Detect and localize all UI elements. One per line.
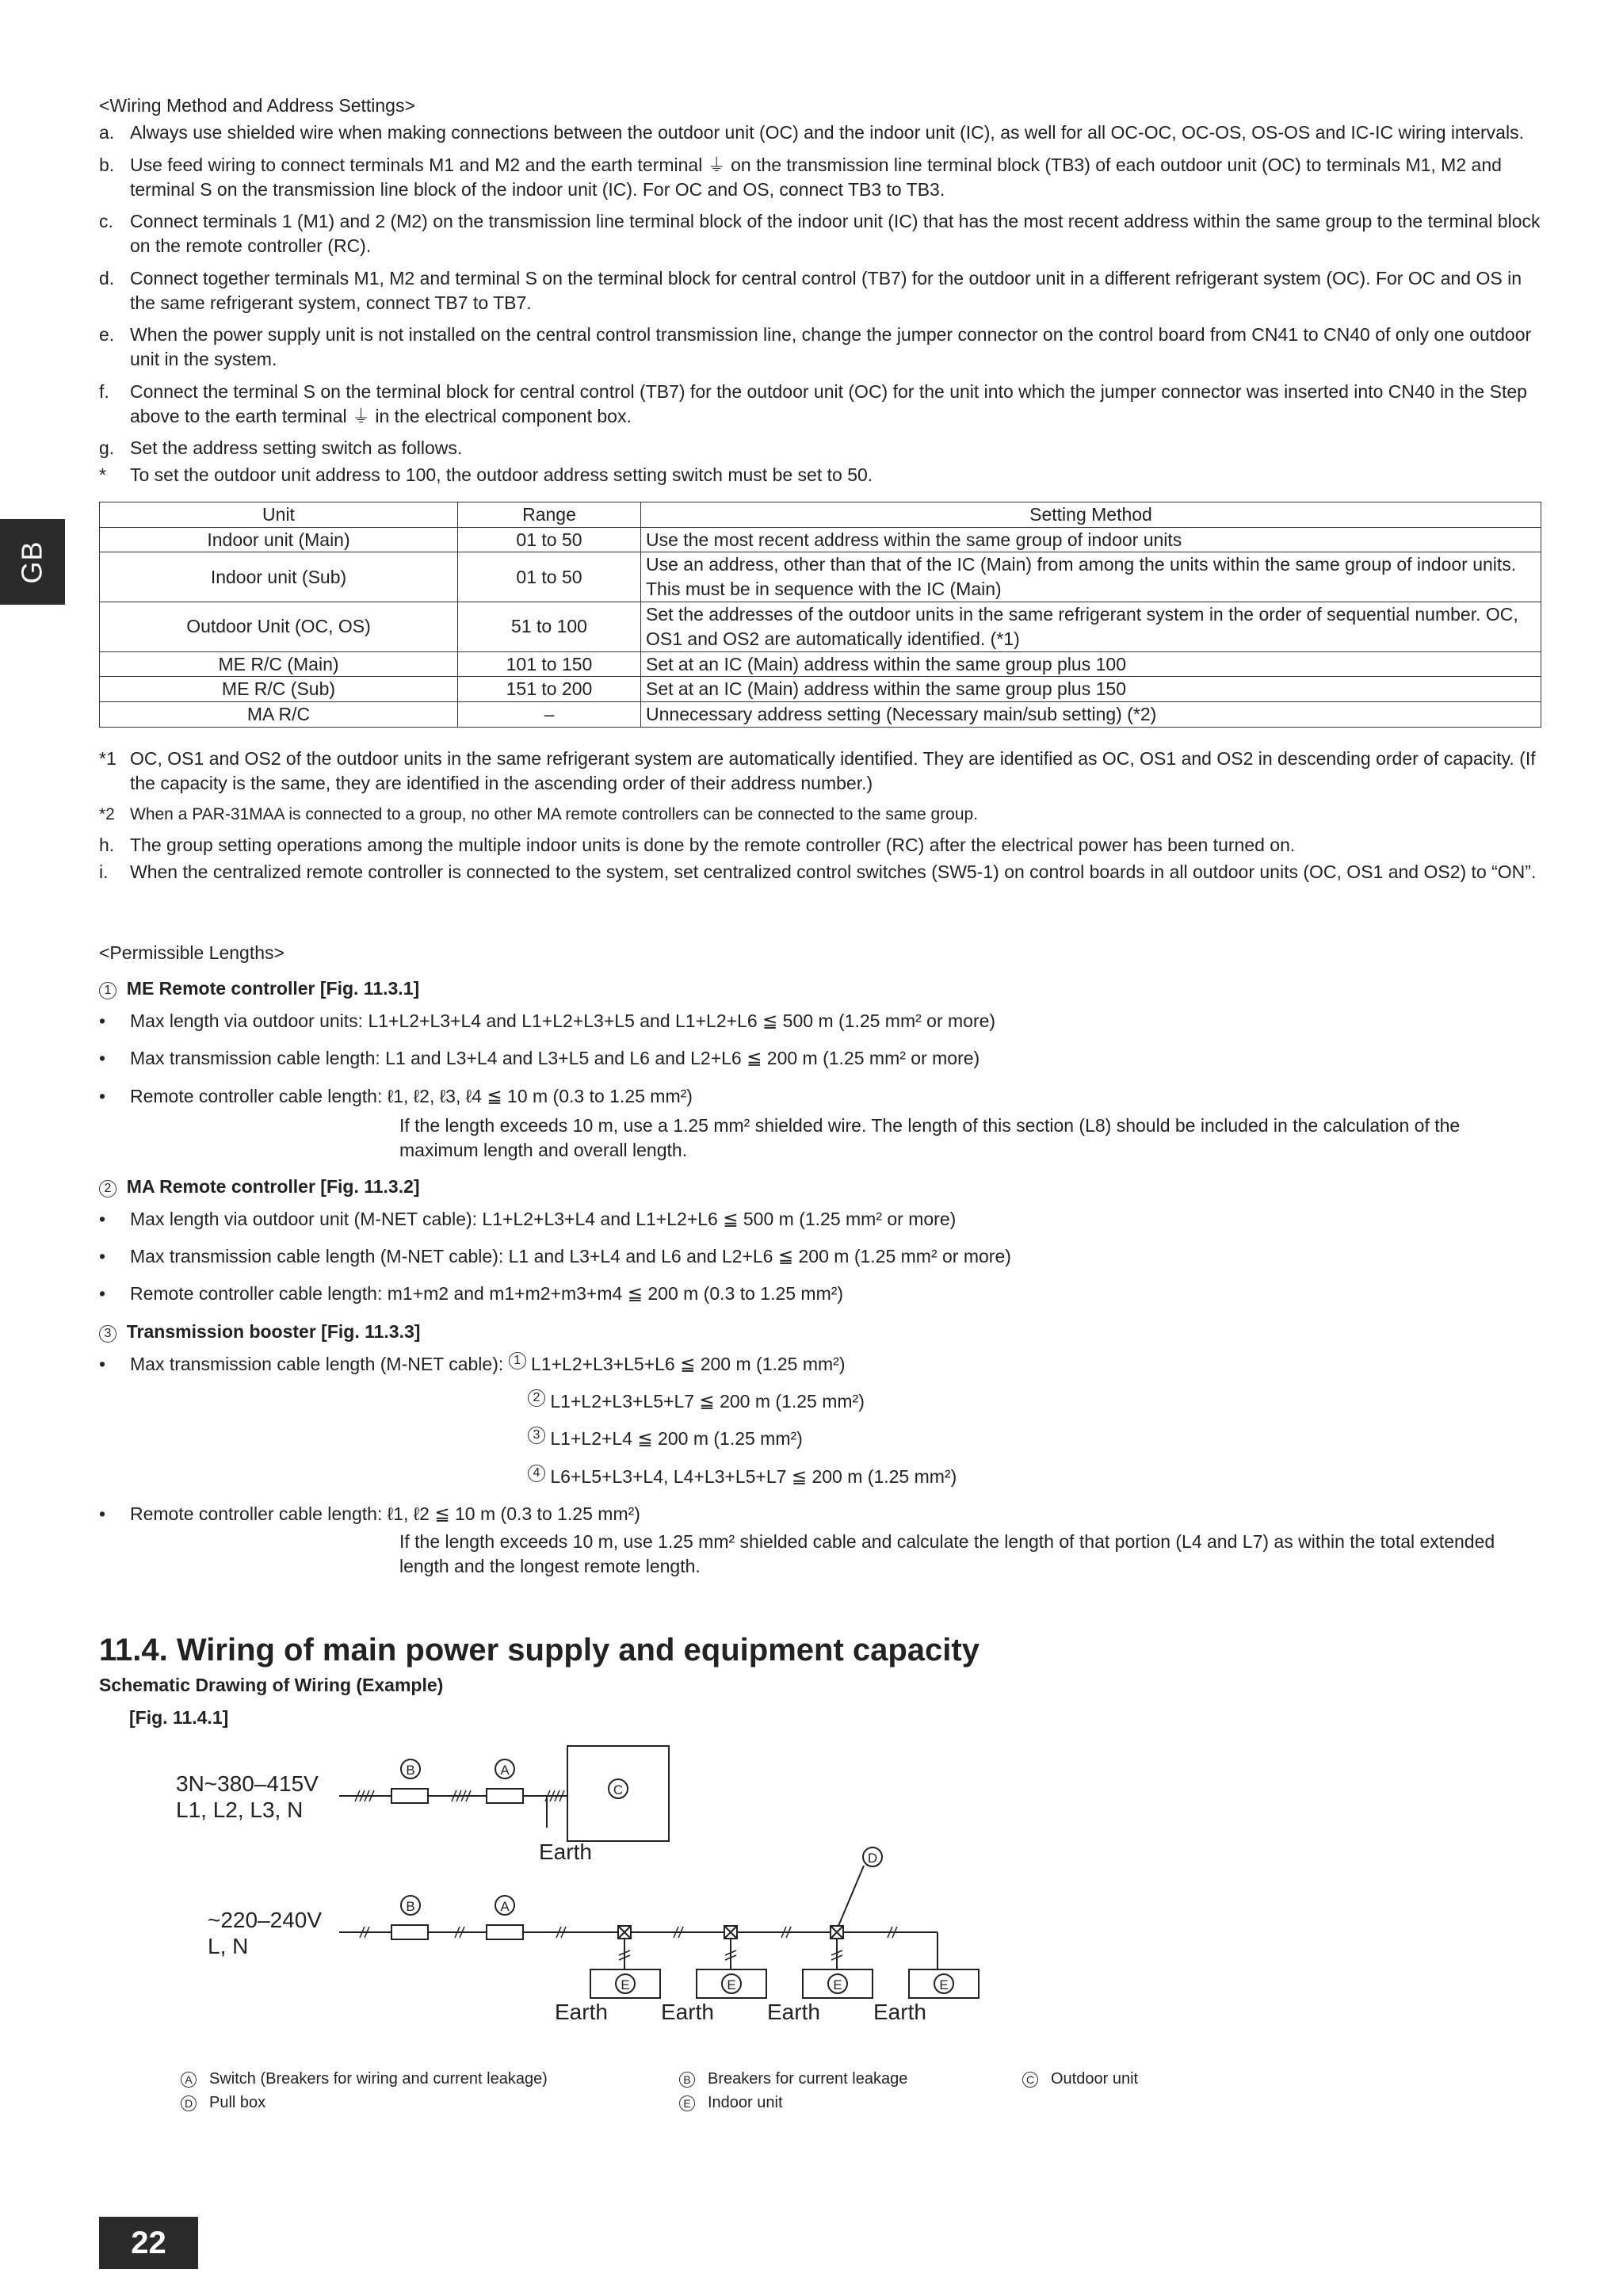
- list-item: L6+L5+L3+L4, L4+L3+L5+L7 ≦ 200 m (1.25 mm²): [550, 1465, 957, 1487]
- table-row: ME R/C (Main) 101 to 150 Set at an IC (Main) address within the same group plus 100: [100, 651, 1541, 677]
- number-marker: 3: [99, 1325, 116, 1343]
- svg-text:E: E: [621, 1977, 630, 1992]
- svg-text:B: B: [406, 1899, 415, 1914]
- svg-text:A: A: [500, 1899, 510, 1914]
- list-item: Always use shielded wire when making connections between the outdoor unit (OC) and the indoor unit (IC), as well for all OC-OC, OC-OS, OS-OS and IC-IC wiring intervals.: [130, 122, 1524, 143]
- voltage-1phase: ~220–240V: [208, 1908, 323, 1932]
- legend-item: C Outdoor unit: [1022, 2069, 1138, 2090]
- table-row: Indoor unit (Main) 01 to 50 Use the most recent address within the same group of indoor units: [100, 527, 1541, 552]
- list-item: Max transmission cable length (M-NET cable): L1 and L3+L4 and L6 and L2+L6 ≦ 200 m (1.25 mm² or more): [130, 1246, 1011, 1267]
- list-item: Remote controller cable length: m1+m2 and m1+m2+m3+m4 ≦ 200 m (0.3 to 1.25 mm²): [130, 1283, 844, 1305]
- breaker-b-box: [391, 1789, 428, 1803]
- mark-b-icon: [401, 1896, 420, 1915]
- list-item: The group setting operations among the multiple indoor units is done by the remote controller (RC) after the electrical power has been turned on.: [130, 835, 1296, 856]
- list-item: L1+L2+L4 ≦ 200 m (1.25 mm²): [550, 1428, 803, 1450]
- list-item: When the power supply unit is not installed on the central control transmission line, change the jumper connector on the control board from CN41 to CN40 of only one outdoor unit in the system.: [130, 324, 1532, 370]
- table-row: MA R/C – Unnecessary address setting (Necessary main/sub setting) (*2): [100, 702, 1541, 728]
- note: If the length exceeds 10 m, use 1.25 mm² shielded cable and calculate the length of that portion (L4 and L7) as within the total extended length and the longest remote length.: [399, 1531, 1495, 1577]
- pull-box-1: [618, 1926, 631, 1939]
- footnote: OC, OS1 and OS2 of the outdoor units in the same refrigerant system are automatically identified. They are identified as OC, OS1 and OS2 in descending order of capacity. (If the capacity is the same, they are identified in the ascending order of their address number.): [130, 748, 1536, 794]
- mark-c-icon: [609, 1779, 628, 1798]
- mark-b-icon: [401, 1759, 420, 1778]
- pull-box-2: [724, 1926, 737, 1939]
- list-item: Connect the terminal S on the terminal block for central control (TB7) for the outdoor unit (OC) for the unit into which the jumper connector was inserted into CN40 in the Step above to the earth terminal ⏚ in the electrical component box.: [130, 380, 1527, 426]
- svg-text:A: A: [500, 1763, 510, 1778]
- mark-e-icon: [934, 1974, 953, 1993]
- page-number: 22: [99, 2217, 198, 2269]
- lines-3phase: L1, L2, L3, N: [176, 1797, 304, 1822]
- earth-label: Earth: [873, 2000, 926, 2024]
- table-header-row: Unit Range Setting Method: [100, 502, 1541, 527]
- switch-a-box: [487, 1789, 523, 1803]
- legend-item: B Breakers for current leakage: [679, 2069, 907, 2090]
- section-title: 11.4. Wiring of main power supply and equipment capacity: [99, 1633, 980, 1668]
- permissible-heading: <Permissible Lengths>: [99, 942, 285, 963]
- list-item: Connect terminals 1 (M1) and 2 (M2) on the transmission line terminal block of the indoor unit (IC) that has the most recent address within the same group to the terminal block on the remote controller (RC).: [130, 211, 1541, 257]
- page-body: <Wiring Method and Address Settings> a. Always use shielded wire when making connections between the outdoor unit (OC) and the indoor unit (IC), as well for all OC-OC, OC-OS, OS-OS and IC-IC wiring intervals. b. Use feed wiring to connect terminals M1 and M2 and the earth terminal ⏚ on the transmission line terminal block (TB3) of each outdoor unit (OC) to terminals M1, M2 and terminal S on the transmission line block of the indoor unit (IC). For OC and OS, connect TB3 to TB3. c. Connect terminals 1 (M1) and 2 (M2) on the transmission line terminal block of the indoor unit (IC) that has the most recent address within the same group to the terminal block on the remote controller (RC). d. Connect together terminals M1, M2 and terminal S on the terminal block for central control (TB7) for the outdoor unit in a different refrigerant system (OC). For OC and OS in the same refrigerant system, connect TB7 to TB7. e. When the power supply unit is not installed on the central control transmission line, change the jumper connector on the control board from CN41 to CN40 of only one outdoor unit in the system. f. Connect the terminal S on the terminal block for central control (TB7) for the outdoor unit (OC) for the unit into which the jumper connector was inserted into CN40 in the Step above to the earth terminal ⏚ in the electrical component box. g. Set the address setting switch as follows. * To set the outdoor unit address to 100, the outdoor address setting switch must be set to 50. Unit Range Setting Method Indoor unit (Main) 01 to 50 Use the most recent address within the same group of indoor units Indoor unit (Sub) 01 to 50 Use an address, other than that of the IC (Main) from among the units within the same group of indoor units. This must be in sequence with the IC (Main) Outdoor Unit (OC, OS) 51 to 100 Set the addresses of the outdoor units in the same refrigerant system in the order of sequential number. OC, OS1 and OS2 are automatically identified. (*1) ME R/C (Main) 101 to 150 Set at an IC (Main) address within the same group plus 100 ME R/C (Sub) 151 to 200 Set at an IC (Main) address within the same group plus 150 MA R/C – Unnecessary address setting (Necessary main/sub setting) (*2) *1 OC, OS1 and OS2 of the outdoor units in the same refrigerant system are automatically identified. They are identified as OC, OS1 and OS2 in descending order of capacity. (If the capacity is the same, they are identified in the ascending order of their address number.) *2 When a PAR-31MAA is connected to a group, no other MA remote controllers can be connected to the same group. h. The group setting operations among the multiple indoor units is done by the remote controller (RC) after the electrical power has been turned on. i. When the centralized remote controller is connected to the system, set centralized control switches (SW5-1) on control boards in all outdoor units (OC, OS1 and OS2) to “ON”. <Permissible Lengths> 1 ME Remote controller [Fig. 11.3.1] • Max length via outdoor units: L1+L2+L3+L4 and L1+L2+L3+L5 and L1+L2+L6 ≦ 500 m (1.25 mm² or more) • Max transmission cable length: L1 and L3+L4 and L3+L5 and L6 and L2+L6 ≦ 200 m (1.25 mm² or more) • Remote controller cable length: ℓ1, ℓ2, ℓ3, ℓ4 ≦ 10 m (0.3 to 1.25 mm²) If the length exceeds 10 m, use a 1.25 mm² shielded wire. The length of this section (L8) should be included in the calculation of the maximum length and overall length. 2 MA Remote controller [Fig. 11.3.2] • Max length via outdoor unit (M-NET cable): L1+L2+L3+L4 and L1+L2+L6 ≦ 500 m (1.25 mm² or more) • Max transmission cable length (M-NET cable): L1 and L3+L4 and L6 and L2+L6 ≦ 200 m (1.25 mm² or more) • Remote controller cable length: m1+m2 and m1+m2+m3+m4 ≦ 200 m (0.3 to 1.25 mm²) 3 Transmission booster [Fig. 11.3.3] • Max transmission cable length (M-NET cable): 1 L1+L2+L3+L5+L6 ≦ 200 m (1.25 mm²) 2 L1+L2+L3+L5+L7 ≦ 200 m (1.25 mm²) 3 L1+L2+L4 ≦ 200 m (1.25 mm²) 4 L6+L5+L3+L4, L4+L3+L5+L7 ≦ 200 m (1.25 mm²) • Remote controller cable length: ℓ1, ℓ2 ≦ 10 m (0.3 to 1.25 mm²) If the length exceeds 10 m, use 1.25 mm² shielded cable and calculate the length of that portion (L4 and L7) as within the total extended length and the longest remote length.: [99, 94, 1541, 1591]
- svg-text:C: C: [613, 1782, 624, 1797]
- earth-label: Earth: [539, 1839, 592, 1864]
- figure-label: [Fig. 11.4.1]: [129, 1707, 229, 1728]
- list-item: Max transmission cable length (M-NET cable):: [130, 1353, 504, 1374]
- subsection-booster: 3 Transmission booster [Fig. 11.3.3]: [99, 1320, 1541, 1344]
- pull-box-3: [831, 1926, 843, 1939]
- breaker-b-box: [391, 1925, 428, 1939]
- language-tab: GB: [0, 519, 65, 605]
- list-item: Connect together terminals M1, M2 and terminal S on the terminal block for central control (TB7) for the outdoor unit in a different refrigerant system (OC). For OC and OS in the same refrigerant system, connect TB7 to TB7.: [130, 267, 1522, 313]
- lines-1phase: L, N: [208, 1934, 249, 1958]
- list-item: Use feed wiring to connect terminals M1 and M2 and the earth terminal ⏚ on the transmission line terminal block (TB3) of each outdoor unit (OC) to terminals M1, M2 and terminal S on the transmission line block of the indoor unit (IC). For OC and OS, connect TB3 to TB3.: [130, 154, 1502, 200]
- earth-label: Earth: [555, 2000, 608, 2024]
- mark-e-icon: [722, 1974, 741, 1993]
- table-row: Indoor unit (Sub) 01 to 50 Use an address, other than that of the IC (Main) from among the units within the same group of indoor units. This must be in sequence with the IC (Main): [100, 552, 1541, 602]
- svg-text:E: E: [727, 1977, 736, 1992]
- footnote: When a PAR-31MAA is connected to a group, no other MA remote controllers can be connected to the same group.: [130, 804, 979, 823]
- list-item: L1+L2+L3+L5+L7 ≦ 200 m (1.25 mm²): [550, 1391, 865, 1412]
- number-marker: 1: [99, 982, 116, 999]
- mark-a-icon: [495, 1759, 514, 1778]
- svg-text:D: D: [867, 1851, 878, 1866]
- mark-d-icon: [863, 1847, 882, 1866]
- list-item: Remote controller cable length: ℓ1, ℓ2 ≦ 10 m (0.3 to 1.25 mm²): [130, 1503, 640, 1524]
- earth-label: Earth: [661, 2000, 714, 2024]
- note: If the length exceeds 10 m, use a 1.25 mm² shielded wire. The length of this section (L8) should be included in the calculation of the maximum length and overall length.: [399, 1114, 1461, 1161]
- mark-a-icon: [495, 1896, 514, 1915]
- table-row: Outdoor Unit (OC, OS) 51 to 100 Set the addresses of the outdoor units in the same refrigerant system in the order of sequential number. OC, OS1 and OS2 are automatically identified. (*1): [100, 602, 1541, 651]
- list-item: When the centralized remote controller is connected to the system, set centralized control switches (SW5-1) on control boards in all outdoor units (OC, OS1 and OS2) to “ON”.: [130, 861, 1537, 883]
- voltage-3phase: 3N~380–415V: [176, 1771, 319, 1796]
- svg-text:E: E: [833, 1977, 842, 1992]
- list-item: Max length via outdoor unit (M-NET cable): L1+L2+L3+L4 and L1+L2+L6 ≦ 500 m (1.25 mm² or more): [130, 1208, 957, 1229]
- subsection-ma-remote: 2 MA Remote controller [Fig. 11.3.2]: [99, 1175, 1541, 1199]
- svg-text:E: E: [939, 1977, 949, 1992]
- list-item: Remote controller cable length: ℓ1, ℓ2, ℓ3, ℓ4 ≦ 10 m (0.3 to 1.25 mm²): [130, 1085, 693, 1106]
- earth-label: Earth: [767, 2000, 820, 2024]
- legend-item: E Indoor unit: [679, 2092, 783, 2114]
- subsection-me-remote: 1 ME Remote controller [Fig. 11.3.1]: [99, 976, 1541, 1001]
- table-row: ME R/C (Sub) 151 to 200 Set at an IC (Main) address within the same group plus 150: [100, 677, 1541, 702]
- legend-item: A Switch (Breakers for wiring and current leakage): [181, 2069, 548, 2090]
- pull-box-pointer: [838, 1866, 864, 1926]
- switch-a-box: [487, 1925, 523, 1939]
- list-item: Max length via outdoor units: L1+L2+L3+L4 and L1+L2+L3+L5 and L1+L2+L6 ≦ 500 m (1.25 mm² or more): [130, 1010, 996, 1032]
- mark-e-icon: [828, 1974, 847, 1993]
- number-marker: 2: [99, 1180, 116, 1198]
- legend-item: D Pull box: [181, 2092, 265, 2114]
- list-item: Set the address setting switch as follows.: [130, 437, 463, 459]
- list-item: Max transmission cable length: L1 and L3+L4 and L3+L5 and L6 and L2+L6 ≦ 200 m (1.25 mm² or more): [130, 1048, 980, 1069]
- mark-e-icon: [616, 1974, 635, 1993]
- schematic-label: Schematic Drawing of Wiring (Example): [99, 1675, 444, 1695]
- wiring-heading: <Wiring Method and Address Settings>: [99, 95, 415, 116]
- list-item: To set the outdoor unit address to 100, the outdoor address setting switch must be set to 50.: [130, 464, 873, 486]
- svg-text:B: B: [406, 1763, 415, 1778]
